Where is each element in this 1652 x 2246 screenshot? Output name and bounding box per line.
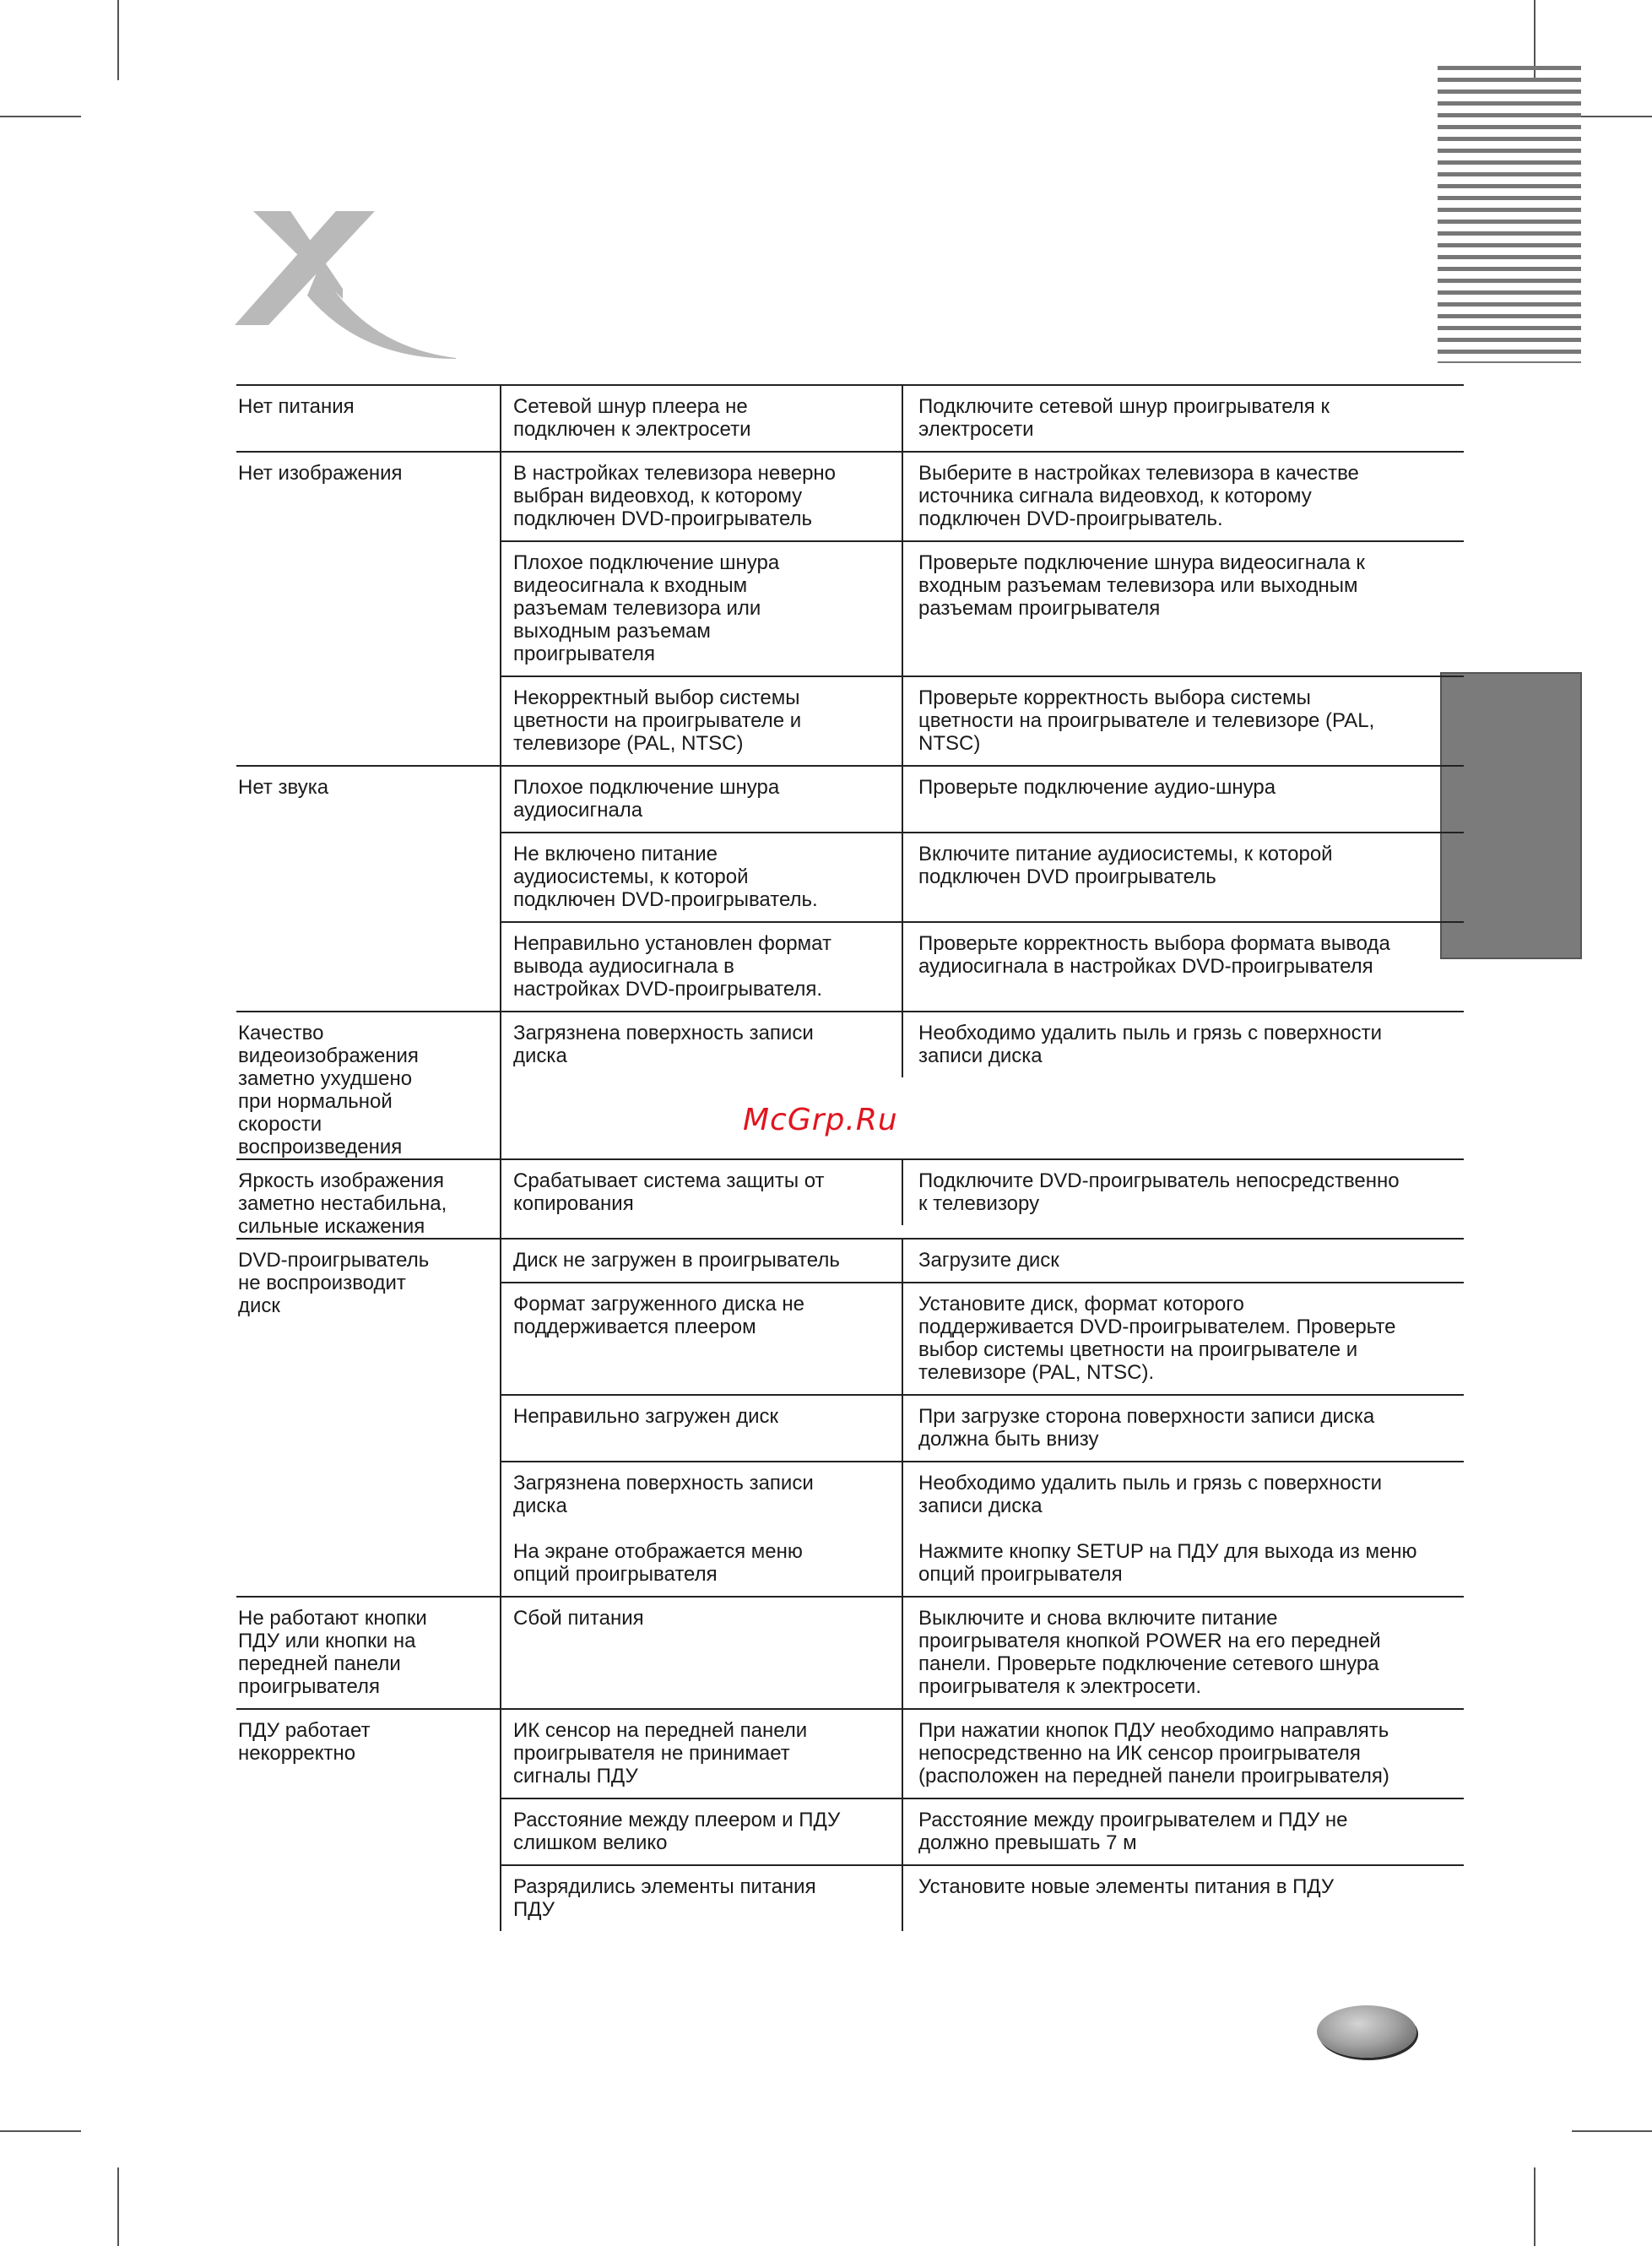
cause-cell: Формат загруженного диска не поддерживается плеером xyxy=(501,1283,903,1394)
cause-cell: Плохое подключение шнура видеосигнала к входным разъемам телевизора или выходным разъемам проигрывателя xyxy=(501,542,903,675)
cause-remedy-group xyxy=(500,1160,1464,1238)
x-brand-logo-icon xyxy=(235,211,456,359)
remedy-cell: Подключите DVD-проигрыватель непосредственно к телевизору xyxy=(918,1169,1400,1215)
cause-cell: Некорректный выбор системы цветности на проигрывателе и телевизоре (PAL, NTSC) xyxy=(501,677,903,765)
remedy-cell: Включите питание аудиосистемы, к которой подключен DVD проигрыватель xyxy=(918,843,1333,888)
cause-remedy-pair xyxy=(501,1710,1464,1798)
remedy-cell: Необходимо удалить пыль и грязь с поверхности записи диска Нажмите кнопку SETUP на ПДУ для выхода из меню опций проигрывателя xyxy=(918,1472,1417,1586)
table-row xyxy=(236,1238,1464,1596)
cause-cell: Неправильно установлен формат вывода аудиосигнала в настройках DVD-проигрывателя. xyxy=(501,923,903,1011)
cause-remedy-group xyxy=(500,453,1464,765)
problem-cell: Яркость изображения заметно нестабильна, сильные искажения xyxy=(238,1169,447,1238)
problem-cell: ПДУ работает некорректно xyxy=(238,1719,371,1765)
cause-remedy-group xyxy=(500,767,1464,1011)
problem-cell: Нет звука xyxy=(238,776,329,799)
table-row xyxy=(236,765,1464,1011)
cause-remedy-pair xyxy=(501,386,1464,451)
crop-mark xyxy=(0,2130,81,2132)
cause-remedy-pair xyxy=(501,1864,1464,1931)
cause-remedy-pair xyxy=(501,832,1464,921)
cause-cell: Загрязнена поверхность записи диска xyxy=(501,1012,903,1077)
cause-remedy-pair xyxy=(501,1282,1464,1394)
cause-remedy-pair xyxy=(501,1798,1464,1864)
cause-remedy-group xyxy=(500,1710,1464,1931)
cause-remedy-group xyxy=(500,1012,1464,1158)
cause-cell: Разрядились элементы питания ПДУ xyxy=(501,1866,903,1931)
cause-remedy-pair xyxy=(501,1160,1464,1225)
crop-mark xyxy=(1572,2130,1652,2132)
cause-cell: Не включено питание аудиосистемы, к которой подключен DVD-проигрыватель. xyxy=(501,833,903,921)
cause-cell: Срабатывает система защиты от копирования xyxy=(501,1160,903,1225)
cause-remedy-pair xyxy=(501,1461,1464,1596)
cause-remedy-pair xyxy=(501,921,1464,1011)
crop-mark xyxy=(1534,2167,1536,2246)
cause-cell: В настройках телевизора неверно выбран видеовход, к которому подключен DVD-проигрыватель xyxy=(501,453,903,540)
cause-remedy-pair xyxy=(501,767,1464,832)
cause-remedy-group xyxy=(500,1240,1464,1596)
table-row xyxy=(236,1011,1464,1158)
cause-remedy-group xyxy=(500,386,1464,451)
table-row xyxy=(236,1158,1464,1238)
remedy-cell: Выберите в настройках телевизора в качестве источника сигнала видеовход, к которому подключен DVD-проигрыватель. xyxy=(918,462,1359,530)
cause-remedy-pair xyxy=(501,453,1464,540)
table-row xyxy=(236,1596,1464,1708)
crop-mark xyxy=(117,0,119,80)
cause-remedy-pair xyxy=(501,540,1464,675)
table-row xyxy=(236,1708,1464,1931)
remedy-cell: При нажатии кнопок ПДУ необходимо направлять непосредственно на ИК сенсор проигрывателя (расположен на передней панели проигрывателя) xyxy=(918,1719,1389,1788)
remedy-cell: Выключите и снова включите питание проигрывателя кнопкой POWER на его передней панели. Проверьте подключение сетевого шнура проигрывателя к электросети. xyxy=(918,1607,1381,1698)
remedy-cell: Подключите сетевой шнур проигрывателя к электросети xyxy=(918,395,1330,441)
cause-cell: Расстояние между плеером и ПДУ слишком велико xyxy=(501,1799,903,1864)
remedy-cell: Необходимо удалить пыль и грязь с поверхности записи диска xyxy=(918,1022,1382,1067)
cause-cell: Плохое подключение шнура аудиосигнала xyxy=(501,767,903,832)
remedy-cell: Проверьте подключение аудио-шнура xyxy=(918,776,1276,799)
remedy-cell: Установите диск, формат которого поддерживается DVD-проигрывателем. Проверьте выбор системы цветности на проигрывателе и телевизоре (PAL, NTSC). xyxy=(918,1293,1396,1384)
cause-remedy-pair xyxy=(501,1240,1464,1282)
table-row xyxy=(236,384,1464,451)
remedy-cell: При загрузке сторона поверхности записи диска должна быть внизу xyxy=(918,1405,1375,1451)
cause-cell: Загрязнена поверхность записи диска На экране отображается меню опций проигрывателя xyxy=(501,1462,903,1596)
problem-cell: DVD-проигрыватель не воспроизводит диск xyxy=(238,1249,430,1317)
cause-cell: Сетевой шнур плеера не подключен к электросети xyxy=(501,386,903,451)
watermark-text: McGrp.Ru xyxy=(743,1103,898,1137)
remedy-cell: Проверьте корректность выбора формата вывода аудиосигнала в настройках DVD-проигрывателя xyxy=(918,932,1390,978)
cause-remedy-pair xyxy=(501,1598,1464,1708)
cause-cell: ИК сенсор на передней панели проигрывателя не принимает сигналы ПДУ xyxy=(501,1710,903,1798)
cause-cell: Неправильно загружен диск xyxy=(501,1396,903,1461)
problem-cell: Нет питания xyxy=(238,395,355,418)
remedy-cell: Проверьте корректность выбора системы цветности на проигрывателе и телевизоре (PAL, NTSC) xyxy=(918,686,1375,755)
page-number-oval xyxy=(1317,2005,1416,2058)
decorative-stripes xyxy=(1438,66,1581,363)
table-row xyxy=(236,451,1464,765)
cause-cell: Сбой питания xyxy=(501,1598,903,1708)
crop-mark xyxy=(0,116,81,117)
remedy-cell: Установите новые элементы питания в ПДУ xyxy=(918,1875,1335,1898)
remedy-cell: Проверьте подключение шнура видеосигнала к входным разъемам телевизора или выходным разъемам проигрывателя xyxy=(918,551,1365,620)
remedy-cell: Расстояние между проигрывателем и ПДУ не должно превышать 7 м xyxy=(918,1809,1348,1854)
cause-cell: Диск не загружен в проигрыватель xyxy=(501,1240,903,1282)
troubleshooting-table xyxy=(236,384,1464,1931)
cause-remedy-pair xyxy=(501,1394,1464,1461)
cause-remedy-group xyxy=(500,1598,1464,1708)
problem-cell: Качество видеоизображения заметно ухудшено при нормальной скорости воспроизведения xyxy=(238,1022,419,1158)
problem-cell: Нет изображения xyxy=(238,462,403,485)
cause-remedy-pair xyxy=(501,675,1464,765)
cause-remedy-pair xyxy=(501,1012,1464,1077)
remedy-cell: Загрузите диск xyxy=(918,1249,1059,1272)
crop-mark xyxy=(117,2167,119,2246)
crop-mark xyxy=(1572,116,1652,117)
problem-cell: Не работают кнопки ПДУ или кнопки на передней панели проигрывателя xyxy=(238,1607,427,1698)
